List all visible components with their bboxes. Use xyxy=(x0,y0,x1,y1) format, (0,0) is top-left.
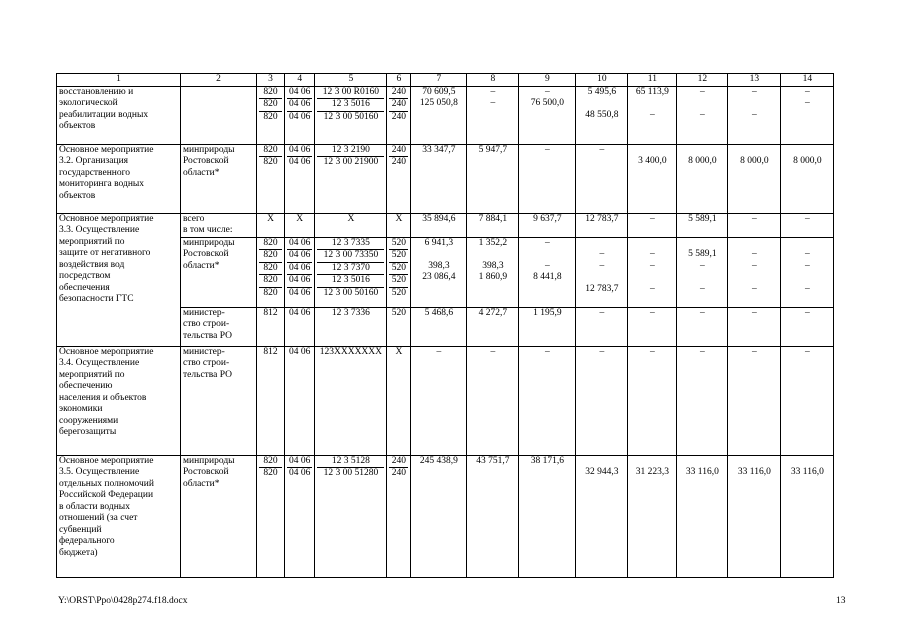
value: 8 441,8 xyxy=(533,272,562,282)
value: 1 352,2 xyxy=(478,237,508,248)
value: 38 171,6 xyxy=(519,455,576,577)
header-cell: 10 xyxy=(576,74,628,87)
value: 520 xyxy=(387,307,411,346)
cell-c11 xyxy=(628,144,677,213)
measure-name: Основное мероприятие 3.3. Осуществление мероприятий по защите от негативного воздействия вод посредством обеспечения безопасности ГТС xyxy=(57,213,181,346)
value: 398,3 xyxy=(428,260,450,271)
cell-c9 xyxy=(519,86,576,144)
value: – xyxy=(677,346,728,455)
value: 1 195,9 xyxy=(519,307,576,346)
cell-c5 xyxy=(315,237,387,307)
value: X xyxy=(387,346,411,455)
value: 8 000,0 xyxy=(688,156,717,166)
value: 33 347,7 xyxy=(411,144,467,213)
value: 04 06 xyxy=(289,157,311,167)
value: – xyxy=(576,346,628,455)
value: 12 3 5128 xyxy=(317,456,384,469)
table-row xyxy=(57,346,834,455)
value: – xyxy=(545,237,550,248)
cell-c6 xyxy=(387,86,411,144)
value: 240 xyxy=(389,145,408,158)
cell-c11 xyxy=(628,237,677,307)
header-cell: 4 xyxy=(285,74,315,87)
executor: минприроды Ростовской области* xyxy=(181,237,257,307)
value: – xyxy=(545,86,550,97)
value: – xyxy=(700,86,705,97)
cell-c13 xyxy=(728,237,781,307)
value: 12 3 00 21900 xyxy=(323,157,379,167)
value xyxy=(730,272,778,284)
value: – xyxy=(781,307,834,346)
cell-c3 xyxy=(257,237,285,307)
value: – xyxy=(650,109,655,120)
cell-c14 xyxy=(781,86,834,144)
value xyxy=(413,284,464,296)
executor-cell xyxy=(181,86,257,144)
value xyxy=(521,249,573,261)
value xyxy=(783,272,831,284)
value: 12 3 00 R0160 xyxy=(317,87,384,100)
value: – xyxy=(490,86,496,97)
value: – xyxy=(728,346,781,455)
value: 820 xyxy=(263,287,278,298)
cell-c10 xyxy=(576,86,628,144)
value: 820 xyxy=(259,250,282,263)
value: 32 944,3 xyxy=(585,467,619,477)
value: 23 086,4 xyxy=(422,272,456,282)
value xyxy=(469,110,516,122)
measure-name: восстановлению и экологической реабилитации водных объектов xyxy=(57,86,181,144)
header-cell: 12 xyxy=(677,74,728,87)
header-cell: 1 xyxy=(57,74,181,87)
value: 12 3 7370 xyxy=(317,263,384,276)
cell-c4 xyxy=(285,455,315,577)
value: 123XXXXXXX xyxy=(315,346,387,455)
value: X xyxy=(315,213,387,237)
value: – xyxy=(599,249,605,259)
header-cell: 6 xyxy=(387,74,411,87)
value: – xyxy=(752,249,757,259)
value: – xyxy=(677,307,728,346)
value: – xyxy=(576,144,628,213)
value: 35 894,6 xyxy=(411,213,467,237)
value: X xyxy=(257,213,285,237)
cell-c4 xyxy=(285,237,315,307)
value: 5 589,1 xyxy=(688,249,717,259)
value: – xyxy=(628,346,677,455)
value: 12 3 00 73350 xyxy=(317,250,384,263)
value: 04 06 xyxy=(287,99,312,112)
value: 125 050,8 xyxy=(419,98,458,108)
cell-c10 xyxy=(576,455,628,577)
value: 520 xyxy=(389,275,408,288)
value: 820 xyxy=(259,99,282,112)
value: 7 884,1 xyxy=(467,213,519,237)
value xyxy=(783,110,831,122)
header-cell: 5 xyxy=(315,74,387,87)
cell-c12 xyxy=(677,86,728,144)
cell-c5 xyxy=(315,86,387,144)
value: 12 3 00 51280 xyxy=(323,468,379,478)
page-number: 13 xyxy=(836,596,846,606)
value: – xyxy=(728,307,781,346)
cell-c14 xyxy=(781,144,834,213)
value: 04 06 xyxy=(287,275,312,288)
value: 04 06 xyxy=(287,238,312,251)
value: 04 06 xyxy=(287,87,312,100)
value xyxy=(469,249,516,261)
value xyxy=(413,110,464,122)
value: – xyxy=(576,307,628,346)
value: 04 06 xyxy=(287,250,312,263)
value: – xyxy=(805,249,810,259)
header-cell: 8 xyxy=(467,74,519,87)
value: – xyxy=(411,346,467,455)
table-row xyxy=(57,455,834,577)
value: – xyxy=(805,283,810,294)
header-cell: 14 xyxy=(781,74,834,87)
value: 812 xyxy=(257,346,285,455)
value: 520 xyxy=(389,263,408,276)
value xyxy=(521,284,573,296)
value: 12 783,7 xyxy=(585,283,619,294)
value: 245 438,9 xyxy=(411,455,467,577)
value: 240 xyxy=(389,99,408,112)
cell-c7 xyxy=(411,86,467,144)
value: – xyxy=(752,283,757,294)
value: 3 400,0 xyxy=(638,156,667,166)
executor: минприроды Ростовской области* xyxy=(181,455,257,577)
cell-c14 xyxy=(781,237,834,307)
value: 12 3 5016 xyxy=(317,99,384,112)
header-cell: 11 xyxy=(628,74,677,87)
value xyxy=(630,238,674,250)
cell-c13 xyxy=(728,144,781,213)
header-row xyxy=(57,74,834,87)
value: 8 000,0 xyxy=(793,156,822,166)
cell-c8 xyxy=(467,237,519,307)
cell-c12 xyxy=(677,455,728,577)
value: – xyxy=(752,86,757,97)
value xyxy=(679,238,725,250)
cell-c6 xyxy=(387,144,411,213)
value: 43 751,7 xyxy=(467,455,519,577)
cell-c11 xyxy=(628,455,677,577)
document-path: Y:\ORST\Ppo\0428p274.f18.docx xyxy=(58,596,188,606)
value xyxy=(578,272,625,284)
value: – xyxy=(519,144,576,213)
value: 9 637,7 xyxy=(519,213,576,237)
cell-c12 xyxy=(677,237,728,307)
value: – xyxy=(599,260,605,271)
executor: министер- ство строи- тельства РО xyxy=(181,307,257,346)
table-row xyxy=(57,213,834,237)
value: 04 06 xyxy=(285,307,315,346)
value: 240 xyxy=(391,111,406,122)
header-cell: 13 xyxy=(728,74,781,87)
value: – xyxy=(752,260,757,271)
value: – xyxy=(752,109,757,120)
value: 5 589,1 xyxy=(677,213,728,237)
value: 520 xyxy=(389,250,408,263)
value: 520 xyxy=(391,287,406,298)
value: 240 xyxy=(389,456,408,469)
value xyxy=(630,98,674,110)
table-row xyxy=(57,86,834,144)
value: 12 783,7 xyxy=(576,213,628,237)
cell-c13 xyxy=(728,86,781,144)
value: 6 941,3 xyxy=(424,237,454,248)
value: – xyxy=(700,283,705,294)
cell-c5 xyxy=(315,144,387,213)
value: 31 223,3 xyxy=(635,467,669,477)
value: 820 xyxy=(263,468,278,478)
value: – xyxy=(650,249,655,259)
value xyxy=(413,249,464,261)
value: 240 xyxy=(391,468,406,478)
value: 33 116,0 xyxy=(685,467,719,477)
measure-name: Основное мероприятие 3.4. Осуществление мероприятий по обеспечению населения и объектов экономики сооружениями берегозащиты xyxy=(57,346,181,455)
value: – xyxy=(650,260,655,271)
header-cell: 9 xyxy=(519,74,576,87)
value: 5 495,6 xyxy=(587,86,617,97)
cell-c4 xyxy=(285,86,315,144)
value: – xyxy=(781,213,834,237)
value: 8 000,0 xyxy=(740,156,769,166)
value: 5 468,6 xyxy=(411,307,467,346)
value: 33 116,0 xyxy=(737,467,771,477)
value xyxy=(730,238,778,250)
executor: минприроды Ростовской области* xyxy=(181,144,257,213)
cell-c3 xyxy=(257,455,285,577)
value: – xyxy=(650,283,655,294)
value xyxy=(783,238,831,250)
header-cell: 7 xyxy=(411,74,467,87)
value xyxy=(730,98,778,110)
header-cell: 2 xyxy=(181,74,257,87)
executor: министер- ство строи- тельства РО xyxy=(181,346,257,455)
value: 76 500,0 xyxy=(530,98,564,108)
measure-name: Основное мероприятие 3.5. Осуществление отдельных полномочий Российской Федерации в области водных отношений (за счет субвенций федерального бюджета) xyxy=(57,455,181,577)
cell-c5 xyxy=(315,455,387,577)
value: 4 272,7 xyxy=(467,307,519,346)
value: 5 947,7 xyxy=(467,144,519,213)
cell-c3 xyxy=(257,144,285,213)
value: – xyxy=(519,346,576,455)
value: 12 3 7336 xyxy=(315,307,387,346)
value: – xyxy=(728,213,781,237)
value xyxy=(578,98,625,110)
value xyxy=(679,272,725,284)
value: 820 xyxy=(259,145,282,158)
value: 04 06 xyxy=(287,263,312,276)
value: 04 06 xyxy=(289,287,311,298)
value: 04 06 xyxy=(287,145,312,158)
value: – xyxy=(490,98,496,108)
value: – xyxy=(781,346,834,455)
value: 812 xyxy=(257,307,285,346)
measure-name: Основное мероприятие 3.2. Организация государственного мониторинга водных объектов xyxy=(57,144,181,213)
value: – xyxy=(628,307,677,346)
value: 12 3 00 50160 xyxy=(323,111,379,122)
value: 820 xyxy=(263,111,278,122)
value: 520 xyxy=(389,238,408,251)
value: – xyxy=(545,260,550,271)
budget-table xyxy=(56,73,834,578)
value xyxy=(521,110,573,122)
value: X xyxy=(285,213,315,237)
value: – xyxy=(628,213,677,237)
value: 04 06 xyxy=(287,456,312,469)
value: 820 xyxy=(259,263,282,276)
cell-c6 xyxy=(387,455,411,577)
cell-c6 xyxy=(387,237,411,307)
cell-c7 xyxy=(411,237,467,307)
executor: всего в том числе: xyxy=(181,213,257,237)
cell-c13 xyxy=(728,455,781,577)
value: 48 550,8 xyxy=(585,109,619,120)
value: 70 609,5 xyxy=(422,86,456,97)
value: – xyxy=(700,109,705,120)
value: 12 3 2190 xyxy=(317,145,384,158)
value xyxy=(578,238,625,250)
value: 820 xyxy=(259,238,282,251)
cell-c14 xyxy=(781,455,834,577)
value xyxy=(630,272,674,284)
value: 240 xyxy=(391,157,406,167)
table-row xyxy=(57,144,834,213)
value: – xyxy=(805,98,810,108)
value: 04 06 xyxy=(289,468,311,478)
value: 33 116,0 xyxy=(790,467,824,477)
value: 820 xyxy=(259,275,282,288)
cell-c10 xyxy=(576,237,628,307)
value: – xyxy=(467,346,519,455)
value: – xyxy=(805,260,810,271)
value: 12 3 5016 xyxy=(317,275,384,288)
cell-c4 xyxy=(285,144,315,213)
value: 65 113,9 xyxy=(635,86,669,97)
header-cell: 3 xyxy=(257,74,285,87)
value: 12 3 00 50160 xyxy=(323,287,379,298)
value xyxy=(679,98,725,110)
cell-c12 xyxy=(677,144,728,213)
value: 820 xyxy=(259,87,282,100)
cell-c3 xyxy=(257,86,285,144)
cell-c11 xyxy=(628,86,677,144)
value: 04 06 xyxy=(289,111,311,122)
value: – xyxy=(700,260,705,271)
value: 12 3 7335 xyxy=(317,238,384,251)
value: – xyxy=(805,86,810,97)
value: 240 xyxy=(389,87,408,100)
value: 820 xyxy=(263,157,278,167)
cell-c9 xyxy=(519,237,576,307)
value xyxy=(469,284,516,296)
value: 398,3 xyxy=(482,260,504,271)
value: 820 xyxy=(259,456,282,469)
value: 1 860,9 xyxy=(478,272,508,282)
value: X xyxy=(387,213,411,237)
value: 04 06 xyxy=(285,346,315,455)
cell-c8 xyxy=(467,86,519,144)
